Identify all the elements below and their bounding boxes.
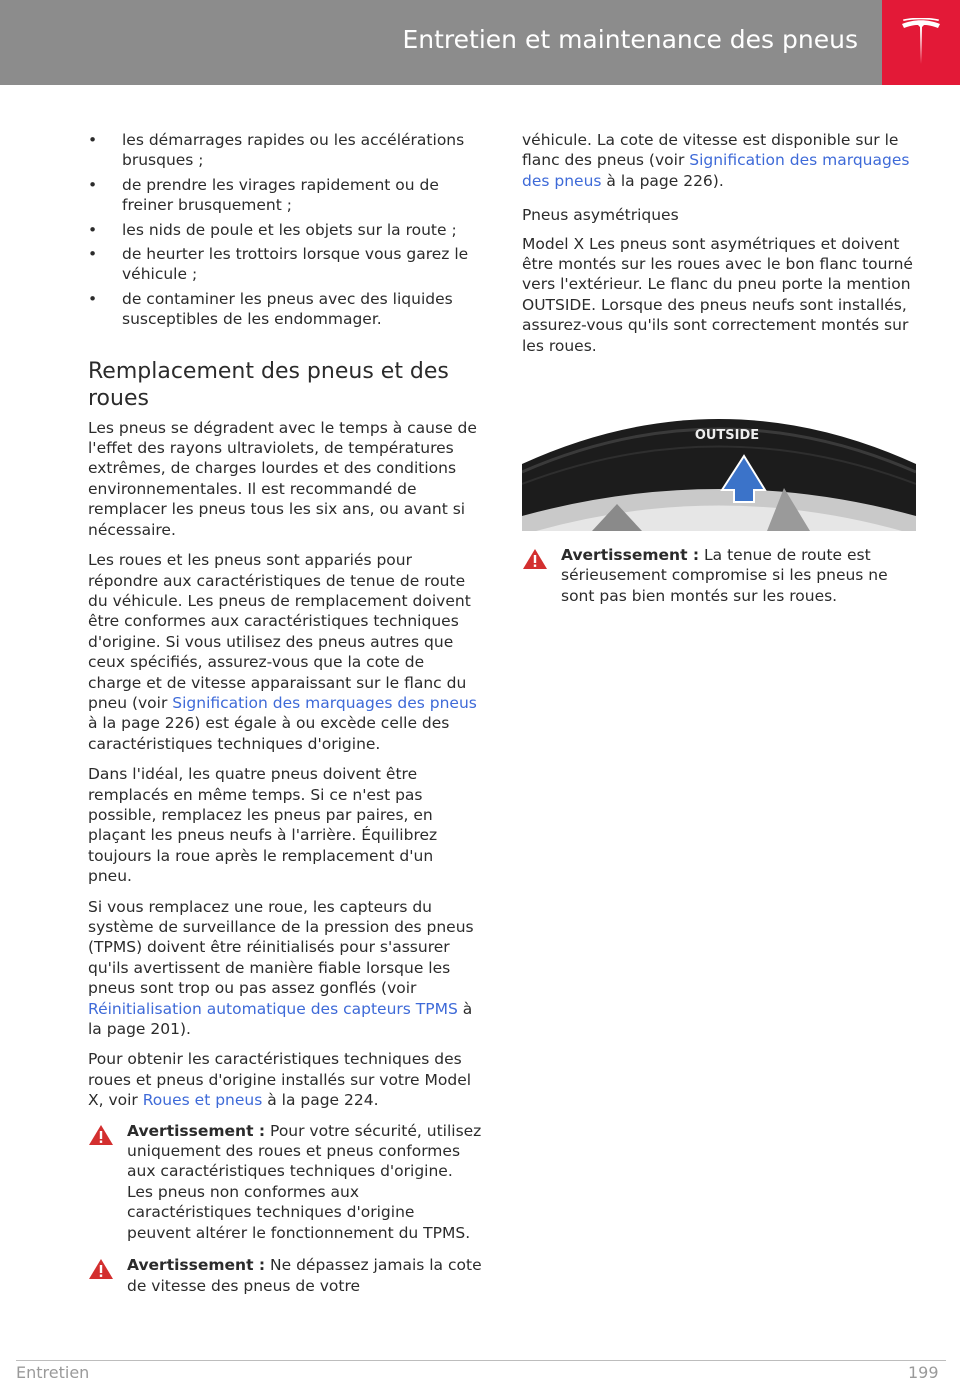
list-item: • de heurter les trottoirs lorsque vous garez le véhicule ; bbox=[88, 245, 469, 284]
asymmetric-tire-image bbox=[522, 404, 916, 531]
tire-markings-link[interactable]: Signification des marquages des pneus bbox=[522, 151, 910, 190]
paragraph: Model X Les pneus sont asymétriques et doivent être montés sur les roues avec le bon flanc tourné vers l'extérieur. Le flanc du pneu porte la mention OUTSIDE. Lorsque des pneus neufs sont installés, assurez-vous qu'ils sont correctement montés sur les roues. bbox=[522, 234, 913, 355]
left-column bbox=[88, 130, 482, 1308]
tpms-reset-link[interactable]: Réinitialisation automatique des capteurs TPMS bbox=[88, 999, 458, 1018]
list-item: • de contaminer les pneus avec des liquides susceptibles de les endommager. bbox=[88, 289, 453, 329]
wheels-tires-link[interactable]: Roues et pneus bbox=[142, 1091, 263, 1110]
tire-markings-link[interactable]: Signification des marquages des pneus bbox=[172, 693, 477, 712]
paragraph: Dans l'idéal, les quatre pneus doivent être remplacés en même temps. Si ce n'est pas possible, remplacez les pneus par paires, en plaçant les pneus neufs à l'arrière. Équilibrez toujours la roue après le remplacement d'un pneu. bbox=[88, 765, 438, 886]
brand-logo bbox=[882, 0, 960, 85]
page-title: Entretien et maintenance des pneus bbox=[402, 25, 858, 54]
bullet-icon: • bbox=[88, 131, 98, 149]
paragraph: Les pneus se dégradent avec le temps à cause de l'effet des rayons ultraviolets, de températures extrêmes, de charges lourdes et des conditions environnementales. Il est recommandé de remplacer les pneus tous les six ans, ou avant si nécessaire. bbox=[88, 418, 477, 539]
footer-divider bbox=[16, 1360, 946, 1361]
warning-block: Avertissement : Ne dépassez jamais la cote de vitesse des pneus de votre bbox=[88, 1255, 482, 1296]
section-heading: Pneus asymétriques bbox=[522, 206, 679, 225]
bullet-icon: • bbox=[88, 289, 98, 308]
warning-icon bbox=[522, 548, 548, 570]
footer-section: Entretien bbox=[16, 1363, 90, 1382]
paragraph: Les roues et les pneus sont appariés pour répondre aux caractéristiques de tenue de route du véhicule. Les pneus de remplacement doivent être conformes aux caractéristiques techniques d'origine. Si vous utilisez des pneus autres que ceux spécifiés, assurez-vous que la cote de charge et de vitesse apparaissant sur le flanc du pneu (voir Signification des marquages des pneus à la page 226) est égale à ou excède celle des caractéristiques techniques d'origine. bbox=[88, 551, 477, 753]
paragraph: véhicule. La cote de vitesse est disponible sur le flanc des pneus (voir Signification des marquages des pneus à la page 226). bbox=[522, 131, 910, 190]
paragraph: Pour obtenir les caractéristiques techniques des roues et pneus d'origine installés sur votre Model X, voir Roues et pneus à la page 224. bbox=[88, 1050, 472, 1110]
page-header bbox=[0, 0, 960, 85]
warning-icon bbox=[88, 1124, 114, 1146]
warning-label: Avertissement : bbox=[127, 1256, 266, 1275]
warning-icon bbox=[88, 1258, 114, 1280]
section-heading: Remplacement des pneus et des roues bbox=[88, 358, 449, 411]
list-item: • les démarrages rapides ou les accélérations brusques ; bbox=[88, 131, 465, 170]
tire-outside-label: OUTSIDE bbox=[694, 428, 760, 444]
bullet-icon: • bbox=[88, 245, 98, 264]
warning-label: Avertissement : bbox=[127, 1121, 266, 1140]
paragraph: Si vous remplacez une roue, les capteurs du système de surveillance de la pression des pneus (TPMS) doivent être réinitialisés pour s'assurer qu'ils avertissent de manière fiable lorsque les pneus sont trop ou pas assez gonflés (voir Réinitialisation automatique des capteurs TPMS à la page 201). bbox=[88, 897, 474, 1039]
right-column bbox=[522, 130, 918, 618]
page-number: 199 bbox=[908, 1363, 939, 1382]
damage-causes-list bbox=[88, 130, 482, 330]
bullet-icon: • bbox=[88, 175, 98, 194]
warning-block: Avertissement : La tenue de route est sérieusement compromise si les pneus ne sont pas bien montés sur les roues. bbox=[522, 545, 918, 606]
warning-label: Avertissement : bbox=[561, 546, 700, 565]
bullet-icon: • bbox=[88, 220, 98, 239]
brand-logo-icon bbox=[900, 18, 942, 66]
warning-block: Avertissement : Pour votre sécurité, utilisez uniquement des roues et pneus conformes aux caractéristiques techniques d'origine. Les pneus non conformes aux caractéristiques techniques d'origine peuvent altérer le fonctionnement du TPMS. bbox=[88, 1121, 482, 1243]
list-item: • de prendre les virages rapidement ou de freiner brusquement ; bbox=[88, 175, 439, 215]
list-item: • les nids de poule et les objets sur la route ; bbox=[88, 220, 457, 239]
